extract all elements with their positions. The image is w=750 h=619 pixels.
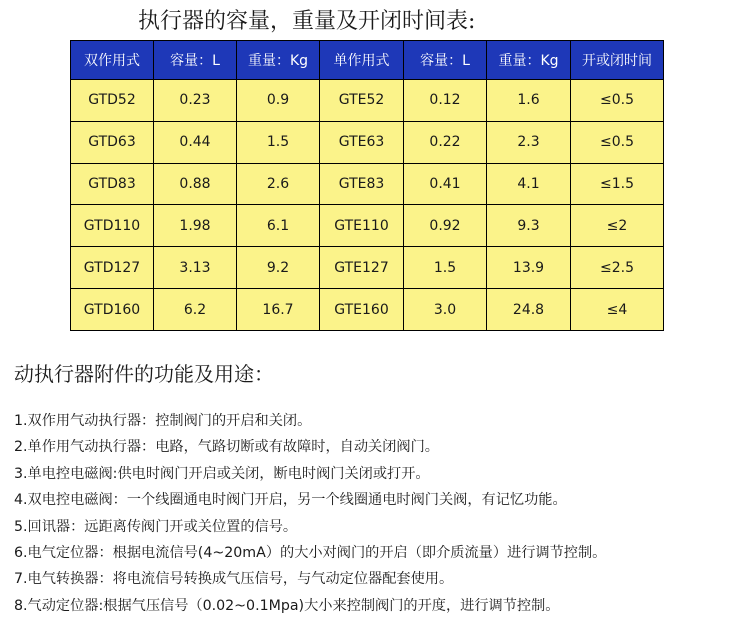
table-cell: 9.3 — [487, 205, 571, 247]
table-row — [71, 163, 664, 205]
table-cell: 9.2 — [237, 247, 320, 289]
table-cell: 16.7 — [237, 289, 320, 331]
table-cell: GTE63 — [320, 121, 404, 163]
functions-title: 动执行器附件的功能及用途： — [14, 362, 274, 386]
table-cell: 2.6 — [237, 163, 320, 205]
table-cell: ≤0.5 — [571, 80, 664, 122]
table-cell: GTD83 — [71, 163, 154, 205]
table-row — [71, 80, 664, 122]
list-item: 7.电气转换器：将电流信号转换成气压信号，与气动定位器配套使用。 — [14, 571, 454, 588]
header-capacity: 容量：L — [154, 41, 237, 80]
table-cell: 0.88 — [154, 163, 237, 205]
table-header-row — [71, 41, 664, 80]
table-cell: 0.44 — [154, 121, 237, 163]
table-cell: GTE52 — [320, 80, 404, 122]
table-cell: ≤1.5 — [571, 163, 664, 205]
table-row — [71, 289, 664, 331]
table-cell: 0.22 — [404, 121, 487, 163]
table-cell: GTD52 — [71, 80, 154, 122]
header-weight: 重量：Kg — [237, 41, 320, 80]
table-cell: 6.2 — [154, 289, 237, 331]
table-cell: 0.9 — [237, 80, 320, 122]
header-open-close-time: 开或闭时间 — [571, 41, 664, 80]
table-title: 执行器的容量，重量及开闭时间表: — [138, 9, 476, 34]
header-capacity: 容量：L — [404, 41, 487, 80]
table-cell: GTE160 — [320, 289, 404, 331]
header-weight: 重量：Kg — [487, 41, 571, 80]
table-cell: GTE110 — [320, 205, 404, 247]
table-cell: 0.12 — [404, 80, 487, 122]
table-cell: 3.0 — [404, 289, 487, 331]
table-cell: 13.9 — [487, 247, 571, 289]
table-row — [71, 247, 664, 289]
list-item: 2.单作用气动执行器：电路，气路切断或有故障时，自动关闭阀门。 — [14, 439, 439, 456]
table-row — [71, 121, 664, 163]
list-item: 5.回讯器：远距离传阀门开或关位置的信号。 — [14, 518, 298, 535]
table-cell: GTE127 — [320, 247, 404, 289]
table-row — [71, 205, 664, 247]
table-cell: ≤4 — [571, 289, 664, 331]
table-cell: 0.23 — [154, 80, 237, 122]
table-cell: 1.6 — [487, 80, 571, 122]
table-cell: 2.3 — [487, 121, 571, 163]
table-cell: 0.41 — [404, 163, 487, 205]
table-cell: 1.5 — [404, 247, 487, 289]
table-cell: 3.13 — [154, 247, 237, 289]
table-cell: 24.8 — [487, 289, 571, 331]
table-cell: 4.1 — [487, 163, 571, 205]
table-cell: 1.98 — [154, 205, 237, 247]
table-cell: 0.92 — [404, 205, 487, 247]
list-item: 4.双电控电磁阀：一个线圈通电时阀门开启，另一个线圈通电时阀门关阀，有记忆功能。 — [14, 492, 567, 509]
functions-list — [14, 408, 606, 619]
table-cell: GTD110 — [71, 205, 154, 247]
list-item: 3.单电控电磁阀:供电时阀门开启或关闭，断电时阀门关闭或打开。 — [14, 465, 430, 482]
list-item: 1.双作用气动执行器：控制阀门的开启和关闭。 — [14, 413, 312, 429]
list-item: 6.电气定位器：根据电流信号(4~20mA）的大小对阀门的开启（即介质流量）进行调节控制。 — [14, 544, 607, 561]
table-cell: GTD160 — [71, 289, 154, 331]
spec-table — [70, 40, 664, 331]
table-cell: GTD63 — [71, 121, 154, 163]
table-cell: 6.1 — [237, 205, 320, 247]
list-item: 8.气动定位器:根据气压信号（0.02~0.1Mpa)大小来控制阀门的开度，进行调节控制。 — [14, 597, 560, 614]
header-double-acting: 双作用式 — [71, 41, 154, 80]
header-single-acting: 单作用式 — [320, 41, 404, 80]
table-cell: GTD127 — [71, 247, 154, 289]
table-cell: ≤2.5 — [571, 247, 664, 289]
table-cell: ≤0.5 — [571, 121, 664, 163]
table-cell: GTE83 — [320, 163, 404, 205]
table-cell: 1.5 — [237, 121, 320, 163]
table-cell: ≤2 — [571, 205, 664, 247]
